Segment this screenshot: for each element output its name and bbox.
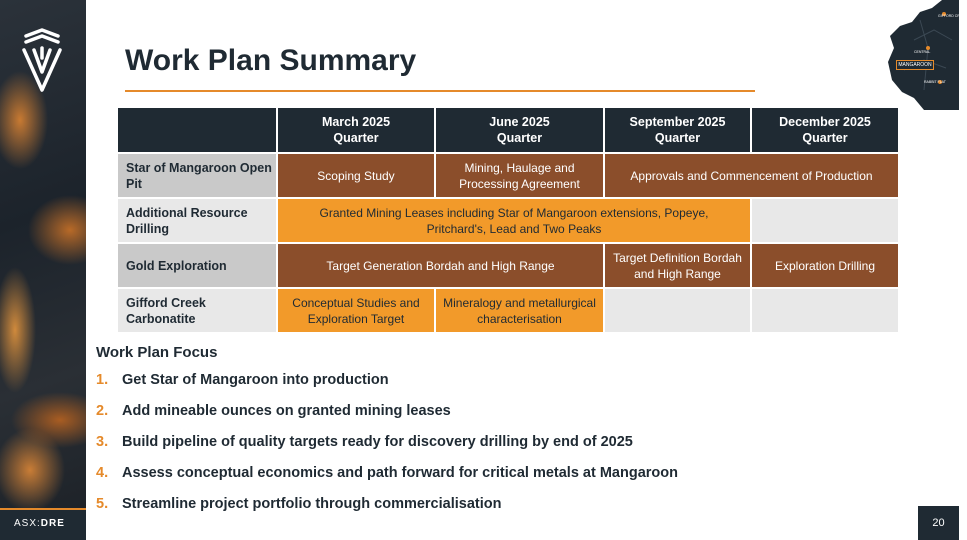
map-label: GIFFORD CREEK: [938, 14, 967, 18]
company-logo-icon: [20, 28, 64, 94]
table-cell-empty: [752, 199, 898, 242]
row-label: Gifford Creek Carbonatite: [118, 289, 276, 332]
page-number: 20: [918, 506, 959, 540]
table-cell: Target Definition Bordah and High Range: [605, 244, 750, 287]
table-cell: Scoping Study: [278, 154, 434, 197]
table-cell: Mineralogy and metallurgical characterisation: [436, 289, 603, 332]
list-number: 3.: [96, 434, 109, 450]
list-item: [96, 465, 678, 496]
table-cell: Approvals and Commencement of Production: [605, 154, 898, 197]
ticker-label: ASX:DRE: [14, 518, 65, 529]
table-header-corner: [118, 108, 276, 152]
list-number: 1.: [96, 372, 109, 388]
map-label: RABBIT FLAT: [924, 80, 946, 84]
column-header: September 2025 Quarter: [605, 108, 750, 152]
column-header: June 2025 Quarter: [436, 108, 603, 152]
table-cell: Target Generation Bordah and High Range: [278, 244, 603, 287]
list-text: Assess conceptual economics and path forward for critical metals at Mangaroon: [122, 465, 678, 481]
table-cell: Granted Mining Leases including Star of Mangaroon extensions, Popeye, Pritchard's, Lead and Two Peaks: [278, 199, 750, 242]
page-title: Work Plan Summary: [125, 44, 417, 77]
column-header: December 2025 Quarter: [752, 108, 898, 152]
map-label: CENTRAL: [914, 50, 931, 54]
list-number: 4.: [96, 465, 109, 481]
table-cell: Conceptual Studies and Exploration Target: [278, 289, 434, 332]
table-cell: Exploration Drilling: [752, 244, 898, 287]
column-header: March 2025 Quarter: [278, 108, 434, 152]
row-label: Gold Exploration: [118, 244, 276, 287]
list-text: Streamline project portfolio through commercialisation: [122, 496, 502, 512]
list-text: Get Star of Mangaroon into production: [122, 372, 389, 388]
work-plan-table: [118, 108, 898, 332]
list-item: [96, 372, 678, 403]
focus-list: [96, 372, 678, 527]
row-label: Additional Resource Drilling: [118, 199, 276, 242]
list-item: [96, 496, 678, 527]
table-cell-empty: [605, 289, 750, 332]
ticker-bar: [0, 508, 86, 540]
map-highlight-label: MANGAROON: [896, 60, 934, 70]
list-item: [96, 403, 678, 434]
table-cell: Mining, Haulage and Processing Agreement: [436, 154, 603, 197]
sidebar-texture: [0, 0, 86, 540]
list-number: 2.: [96, 403, 109, 419]
list-text: Build pipeline of quality targets ready for discovery drilling by end of 2025: [122, 434, 633, 450]
focus-heading: Work Plan Focus: [96, 344, 218, 361]
list-number: 5.: [96, 496, 109, 512]
table-cell-empty: [752, 289, 898, 332]
list-item: [96, 434, 678, 465]
row-label: Star of Mangaroon Open Pit: [118, 154, 276, 197]
title-underline: [125, 90, 755, 92]
list-text: Add mineable ounces on granted mining leases: [122, 403, 451, 419]
